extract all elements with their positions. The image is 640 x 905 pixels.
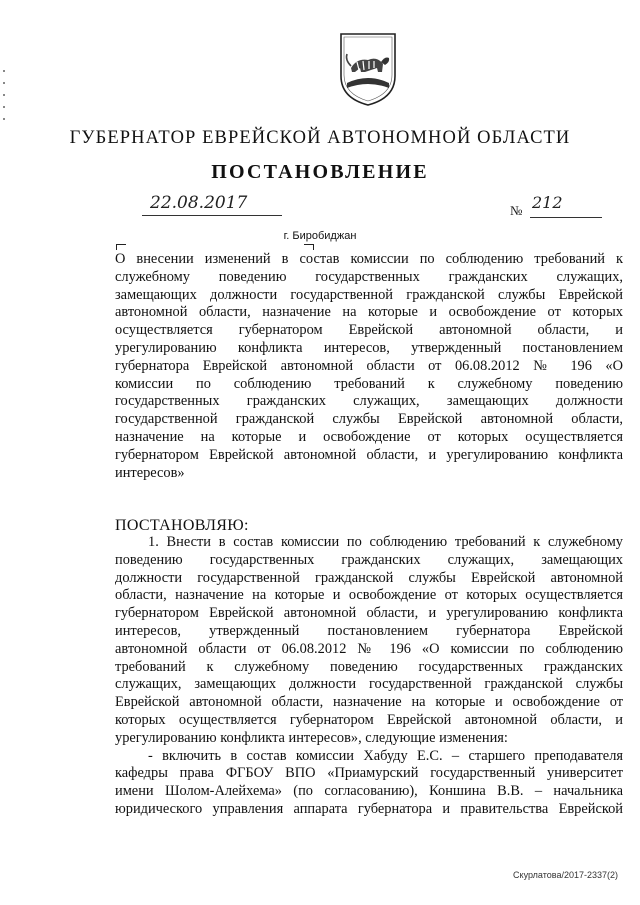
- footer-code: Скурлатова/2017-2337(2): [513, 870, 618, 880]
- subject-line: О внесении изменений в состав комиссии по соблюдению требований к: [115, 251, 623, 267]
- subject-line: государственной гражданской службы Еврейской автономной области,: [115, 411, 623, 428]
- body-line: губернатором Еврейской автономной области, и урегулированию конфликта: [115, 605, 623, 622]
- body-line: поведению государственных гражданских служащих, замещающих: [115, 551, 623, 568]
- coat-of-arms-icon: [335, 28, 401, 108]
- body-line: должности государственной гражданской службы Еврейской автономной: [115, 569, 623, 586]
- subject-line: служебному поведению государственных гражданских служащих,: [115, 268, 623, 285]
- body-line: автономной области от 06.08.2012 № 196 «О комиссии по соблюдению: [115, 640, 623, 657]
- number-label: №: [510, 203, 523, 218]
- body-line: которых осуществляется губернатором Еврейской автономной области, и: [115, 711, 623, 728]
- document-number: 212: [532, 193, 563, 212]
- number-underline: [530, 217, 602, 218]
- subject-line: назначение на которые и освобождение от которых осуществляется: [115, 428, 623, 445]
- city-name: г. Биробиджан: [283, 230, 357, 242]
- subject-line: губернатора Еврейской автономной области от 06.08.2012 № 196 «О: [115, 357, 623, 374]
- document-body: [115, 534, 623, 819]
- subject-line: замещающих должности государственной гражданской службы Еврейской: [115, 286, 623, 303]
- subject-line: осуществляется губернатором Еврейской автономной области, и: [115, 322, 623, 339]
- decree-word: ПОСТАНОВЛЯЮ:: [115, 517, 249, 534]
- body-line: Еврейской автономной области, назначение на которые и освобождение от: [115, 694, 623, 711]
- subject-line: урегулированию конфликта интересов, утвержденный постановлением: [115, 339, 623, 356]
- body-line: - включить в состав комиссии Хабуду Е.С. – старшего преподавателя: [148, 747, 623, 764]
- subject-line: интересов»: [115, 464, 185, 481]
- document-date: 22.08.2017: [150, 193, 248, 213]
- subject-bracket-right: [304, 244, 314, 250]
- subject-line: комиссии по соблюдению требований к служебному поведению: [115, 375, 623, 392]
- body-line: области, назначение на которые и освобождение от которых осуществляется: [115, 587, 623, 604]
- body-line: урегулированию конфликта интересов», следующие изменения:: [115, 729, 508, 746]
- subject-line: государственных гражданских служащих, замещающих должности: [115, 393, 623, 410]
- document-subject: [115, 251, 623, 482]
- subject-line: губернатором Еврейской автономной области, и урегулированию конфликта: [115, 446, 623, 463]
- body-line: служащих, замещающих должности государственной гражданской службы: [115, 676, 623, 693]
- subject-bracket-left: [116, 244, 126, 250]
- document-type-title: ПОСТАНОВЛЕНИЕ: [211, 161, 429, 183]
- body-line: юридического управления аппарата губернатора и правительства Еврейской: [115, 800, 623, 817]
- body-line: кафедры права ФГБОУ ВПО «Приамурский государственный университет: [115, 765, 623, 782]
- body-line: требований к служебному поведению государственных гражданских: [115, 658, 623, 675]
- scan-margin-marks: [3, 70, 5, 130]
- body-line: имени Шолом-Алейхема» (по согласованию), Коншина В.В. – начальника: [115, 783, 623, 800]
- subject-line: автономной области, назначение на которые и освобождение от которых: [115, 304, 623, 321]
- issuing-authority: ГУБЕРНАТОР ЕВРЕЙСКОЙ АВТОНОМНОЙ ОБЛАСТИ: [69, 128, 571, 148]
- body-line: интересов, утвержденный постановлением губернатора Еврейской: [115, 622, 623, 639]
- date-underline: [142, 215, 282, 216]
- body-line: 1. Внести в состав комиссии по соблюдению требований к служебному: [148, 534, 623, 550]
